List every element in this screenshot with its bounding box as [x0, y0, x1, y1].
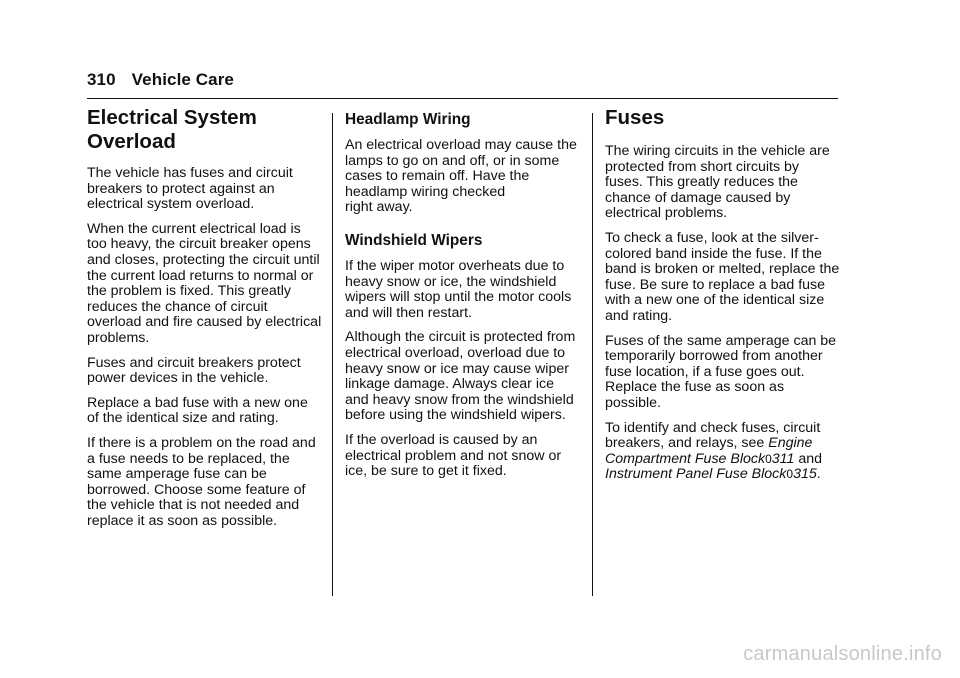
instrument-panel-fuse-block-link[interactable]: Instrument Panel Fuse Block — [605, 466, 787, 483]
column-3 — [605, 106, 840, 492]
page-number: 310 — [87, 70, 116, 89]
paragraph: Although the circuit is protected from electrical overload, overload due to heavy snow or ice may cause wiper linkage damage. Always clear ice and heavy snow from the windshield before using the windshield wipers. — [345, 329, 576, 424]
instrument-panel-fuse-block-page[interactable]: 315 — [793, 466, 817, 483]
section-title: Vehicle Care — [131, 70, 234, 89]
column-1 — [87, 106, 322, 538]
column-divider-1 — [332, 113, 333, 596]
engine-fuse-block-link[interactable]: Engine Compartment Fuse Block — [605, 435, 813, 467]
column-2 — [345, 106, 580, 489]
paragraph: Replace a bad fuse with a new one of the identical size and rating. — [87, 394, 308, 427]
paragraph: The wiring circuits in the vehicle are protected from short circuits by fuses. This greatly reduces the chance of damage caused by electrical problems. — [605, 143, 830, 222]
paragraph: To identify and check fuses, circuit breakers, and relays, see Engine Compartment Fuse Block0311 and Instrument Panel Fuse Block0315. — [605, 419, 822, 483]
paragraph: When the current electrical load is too heavy, the circuit breaker opens and closes, protecting the circuit until the current load returns to normal or the problem is fixed. This greatly reduces the chance of circuit overload and fire caused by electrical problems. — [87, 220, 322, 346]
column-divider-2 — [592, 113, 593, 596]
electrical-overload-heading: Electrical System Overload — [87, 106, 257, 153]
windshield-wipers-heading: Windshield Wipers — [345, 231, 483, 249]
page-ref-icon: 0 — [765, 451, 772, 466]
paragraph: Fuses of the same amperage can be temporarily borrowed from another fuse location, if a fuse goes out. Replace the fuse as soon as possible. — [605, 332, 837, 411]
fuses-heading: Fuses — [605, 106, 665, 129]
paragraph: If the overload is caused by an electrical problem and not snow or ice, be sure to get it fixed. — [345, 431, 562, 480]
watermark: carmanualsonline.info — [743, 643, 942, 665]
paragraph: Fuses and circuit breakers protect power devices in the vehicle. — [87, 354, 301, 387]
headlamp-wiring-heading: Headlamp Wiring — [345, 111, 471, 128]
paragraph: The vehicle has fuses and circuit breakers to protect against an electrical system overload. — [87, 165, 293, 213]
paragraph: An electrical overload may cause the lamps to go on and off, or in some cases to remain off. Have the headlamp wiring checked right away. — [345, 137, 577, 216]
paragraph: If the wiper motor overheats due to heavy snow or ice, the windshield wipers will stop until the motor cools and will then restart. — [345, 257, 572, 321]
engine-fuse-block-page[interactable]: 311 — [771, 450, 795, 467]
page-ref-icon: 0 — [786, 467, 794, 482]
page-header — [87, 70, 838, 90]
header-rule — [87, 98, 838, 99]
paragraph: If there is a problem on the road and a fuse needs to be replaced, the same amperage fuse can be borrowed. Choose some feature of the vehicle that is not needed and replace it as soon as possible. — [87, 434, 316, 529]
paragraph: To check a fuse, look at the silver-colored band inside the fuse. If the band is broken or melted, replace the fuse. Be sure to replace a bad fuse with a new one of the identical size and rating. — [605, 229, 840, 324]
